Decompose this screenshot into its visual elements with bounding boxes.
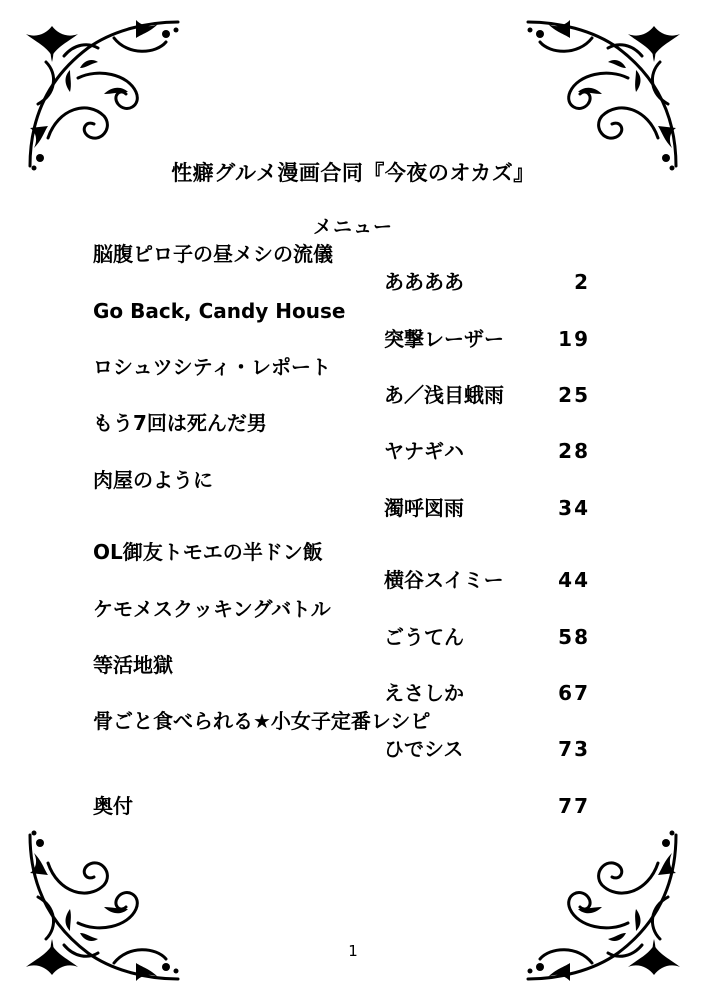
menu-heading: メニュー bbox=[312, 216, 393, 238]
entry-title: OL御友トモエの半ドン飯 bbox=[93, 540, 323, 564]
entry-title: 骨ごと食べられる★小女子定番レシピ bbox=[93, 709, 431, 733]
floral-corner-ornament-icon bbox=[18, 823, 188, 993]
entry-title: ロシュツシティ・レポート bbox=[93, 355, 331, 379]
entry-author: 突撃レーザー bbox=[384, 327, 504, 351]
floral-corner-ornament-icon bbox=[518, 8, 688, 178]
colophon-title: 奥付 bbox=[93, 794, 133, 818]
entry-title: もう7回は死んだ男 bbox=[93, 411, 267, 435]
floral-corner-ornament-icon bbox=[18, 8, 188, 178]
entry-author: ひでシス bbox=[384, 737, 464, 761]
entry-page: 34 bbox=[558, 496, 590, 520]
entry-author: ああああ bbox=[384, 270, 464, 294]
entry-page: 58 bbox=[558, 625, 590, 649]
entry-page: 67 bbox=[558, 681, 590, 705]
entry-title: Go Back, Candy House bbox=[93, 299, 346, 323]
entry-author: ヤナギハ bbox=[384, 439, 464, 463]
entry-title: 脳腹ピロ子の昼メシの流儀 bbox=[93, 242, 333, 266]
entry-page: 2 bbox=[574, 270, 590, 294]
entry-title: 等活地獄 bbox=[93, 653, 173, 677]
entry-title: ケモメスクッキングバトル bbox=[93, 597, 331, 621]
entry-author: えさしか bbox=[384, 681, 464, 705]
colophon-page: 77 bbox=[558, 794, 590, 818]
entry-page: 73 bbox=[558, 737, 590, 761]
entry-author: 横谷スイミー bbox=[384, 568, 504, 592]
floral-corner-ornament-icon bbox=[518, 823, 688, 993]
entry-page: 19 bbox=[558, 327, 590, 351]
page-number: 1 bbox=[348, 942, 358, 960]
entry-page: 28 bbox=[558, 439, 590, 463]
entry-author: 濁呼図雨 bbox=[384, 496, 464, 520]
entry-author: ごうてん bbox=[384, 625, 464, 649]
entry-page: 44 bbox=[558, 568, 590, 592]
entry-page: 25 bbox=[558, 383, 590, 407]
page-title: 性癖グルメ漫画合同『今夜のオカズ』 bbox=[171, 161, 535, 185]
entry-title: 肉屋のように bbox=[93, 468, 213, 492]
entry-author: あ／浅目蛾雨 bbox=[384, 383, 504, 407]
